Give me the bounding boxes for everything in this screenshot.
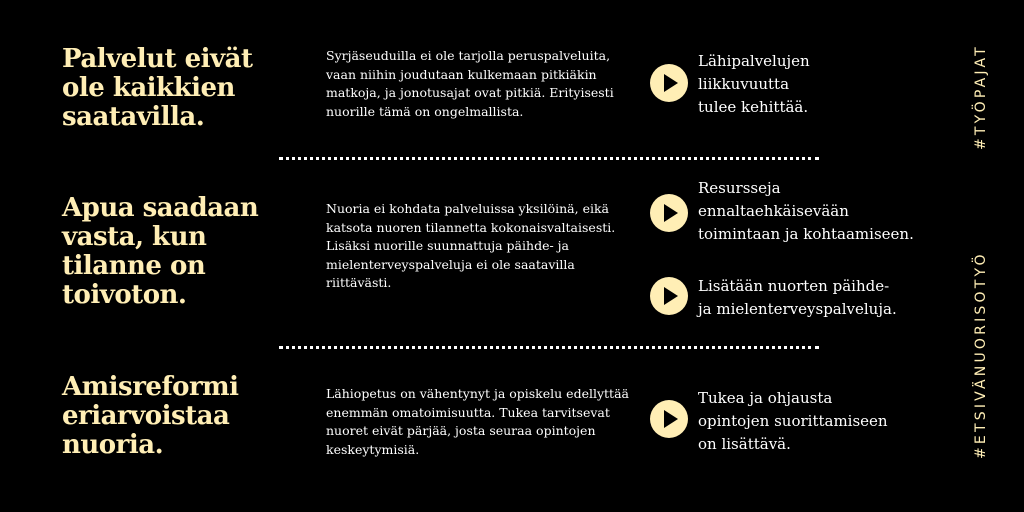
play-icon — [650, 400, 688, 438]
description-services: Syrjäseuduilla ei ole tarjolla peruspalveluita, vaan niihin joudutaan kulkemaan pitkiäkin matkoja, ja jonotusajat ovat pitkiä. Erityisesti nuorille tämä on ongelmallista. — [326, 48, 614, 119]
description-help: Nuoria ei kohdata palveluissa yksilöinä, eikä katsota nuoren tilannetta kokonaisvaltaisesti. Lisäksi nuorille suunnattuja päihde- ja mielenterveyspalveluja ei ole saatavilla riittävästi. — [326, 201, 616, 290]
description-reform: Lähiopetus on vähentynyt ja opiskelu edellyttää enemmän omatoimisuutta. Tukea tarvitsevat nuoret eivät pärjää, josta seuraa opintojen keskeytymisiä. — [326, 386, 629, 457]
action-prevention-resources: Resursseja ennaltaehkäisevään toimintaan ja kohtaamiseen. — [698, 179, 914, 243]
heading-vocational-reform: Amisreformi eriarvoistaa nuoria. — [62, 372, 239, 460]
hashtag-tyopajat: #TYÖPAJAT — [973, 44, 989, 150]
play-icon — [650, 277, 688, 315]
heading-help-too-late: Apua saadaan vasta, kun tilanne on toivoton. — [62, 193, 259, 310]
action-mental-health-services: Lisätään nuorten päihde- ja mielenterveyspalveluja. — [698, 277, 897, 318]
hashtag-etsiva-nuorisotyo: #ETSIVÄNUORISOTYÖ — [973, 251, 989, 459]
dotted-divider — [279, 346, 819, 349]
play-icon — [650, 64, 688, 102]
play-icon — [650, 194, 688, 232]
heading-services-not-available: Palvelut eivät ole kaikkien saatavilla. — [62, 44, 253, 132]
action-mobile-services: Lähipalvelujen liikkuvuutta tulee kehittää. — [698, 52, 810, 116]
dotted-divider — [279, 157, 819, 160]
hashtag-strip — [973, 44, 989, 459]
action-study-support: Tukea ja ohjausta opintojen suorittamiseen on lisättävä. — [698, 389, 888, 453]
